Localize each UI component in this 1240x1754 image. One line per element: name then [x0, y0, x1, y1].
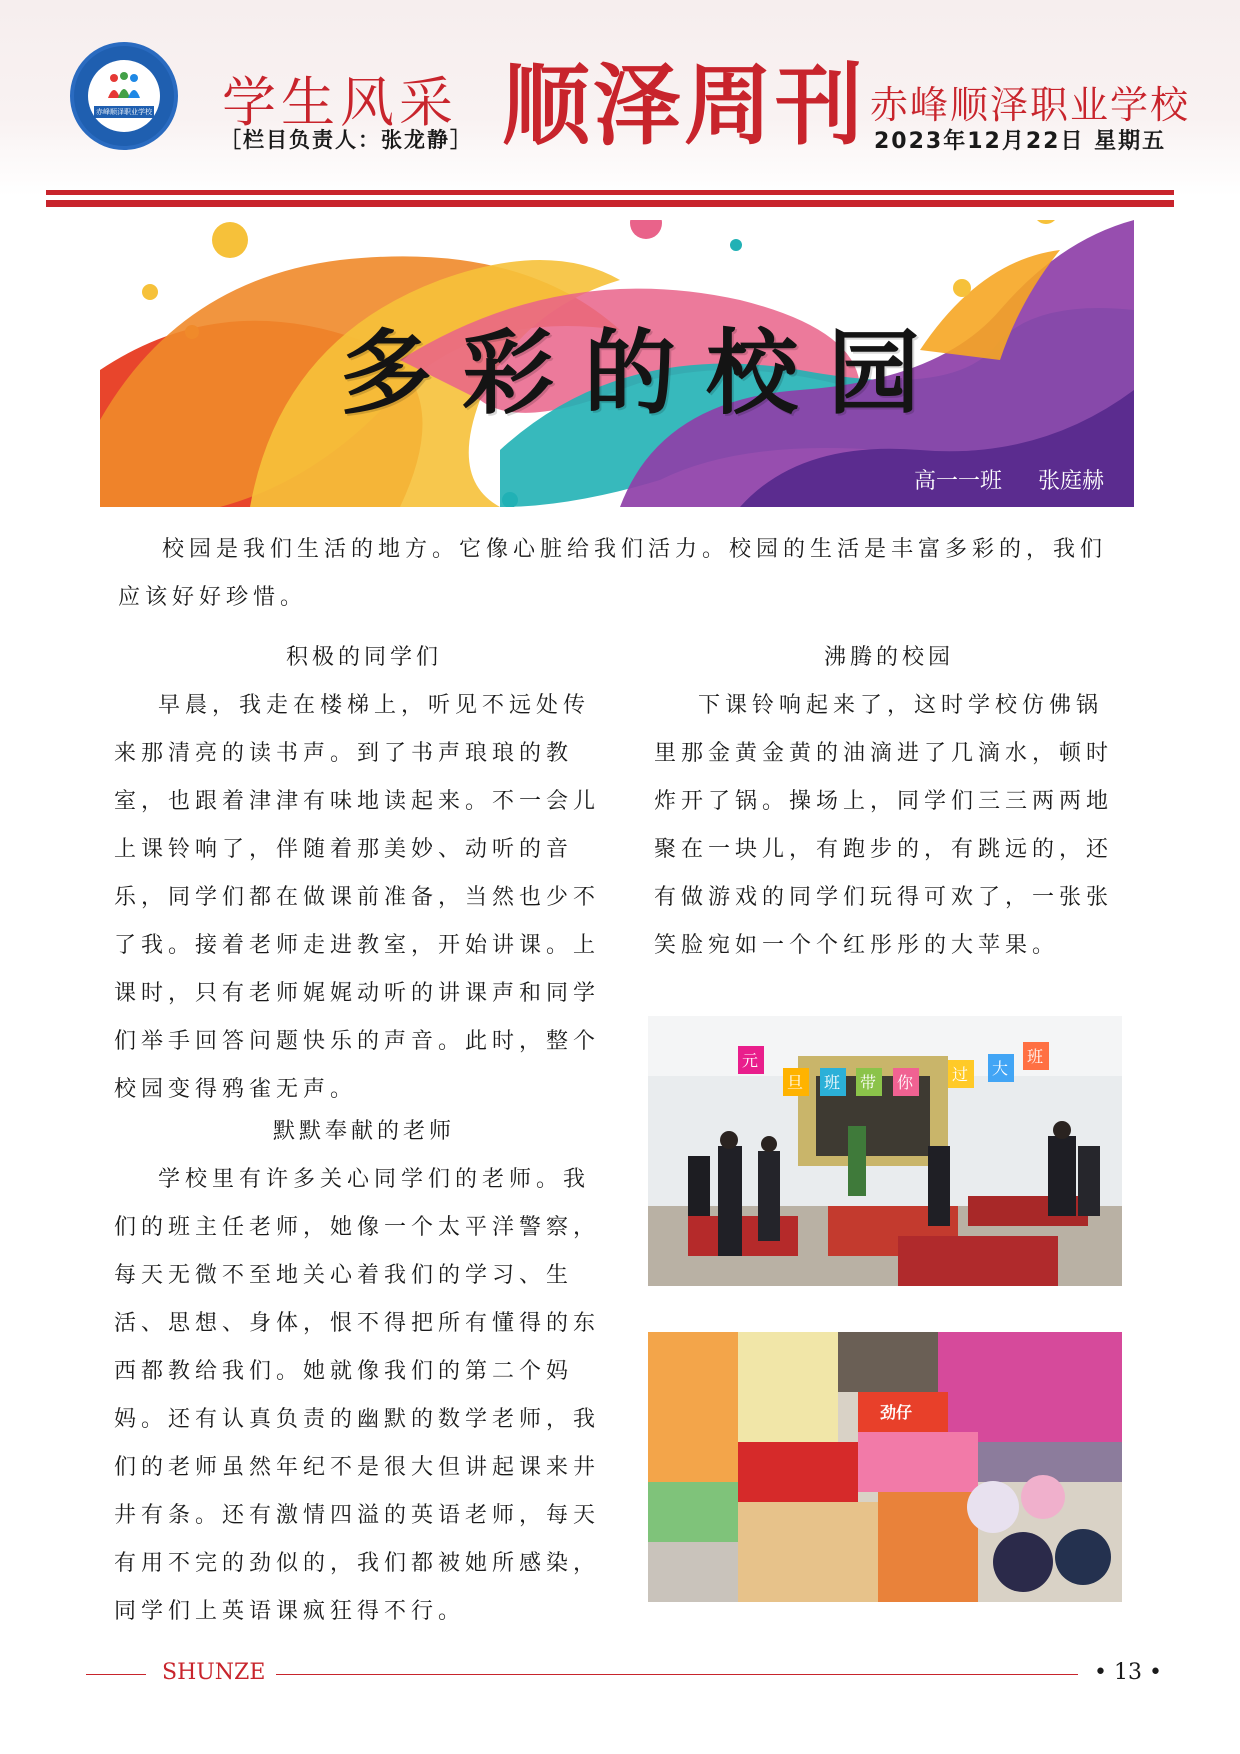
intro-paragraph: 校园是我们生活的地方。它像心脏给我们活力。校园的生活是丰富多彩的，我们应该好好珍惜。: [118, 537, 1108, 610]
article-intro: [118, 526, 1118, 622]
footer-rule-right: [276, 1674, 1078, 1675]
banner-title: 多彩的校园: [340, 319, 951, 427]
school-name: 赤峰顺泽职业学校: [870, 83, 1191, 127]
banner-byline: [878, 464, 1104, 495]
banner-char-1: 旦: [787, 1073, 804, 1092]
banner-char-7: 班: [1027, 1047, 1044, 1066]
byline-class: 高一一班: [913, 469, 1002, 494]
banner-char-5: 过: [952, 1065, 969, 1084]
column-editor: ［栏目负责人：张龙静］: [220, 128, 473, 152]
section-text-campus: 下课铃响起来了，这时学校仿佛锅里那金黄金黄的油滴进了几滴水，顿时炸开了锅。操场上，同学们三三两两地聚在一块儿，有跑步的，有跳远的，还有做游戏的同学们玩得可欢了，一张张笑脸宛如一个个红彤彤的大苹果。: [654, 693, 1114, 958]
banner-char-6: 大: [992, 1059, 1009, 1078]
logo-figures-icon: [106, 72, 142, 102]
section-title-campus: 沸腾的校园: [823, 645, 954, 670]
banner-char-4: 你: [897, 1073, 914, 1092]
right-column: [654, 634, 1124, 970]
snacks-scene: [648, 1332, 1122, 1602]
school-logo: [70, 42, 178, 150]
snacks-photo: [648, 1332, 1122, 1602]
byline-author: 张庭赫: [1037, 469, 1104, 494]
section-text-teachers: 学校里有许多关心同学们的老师。我们的班主任老师，她像一个太平洋警察，每天无微不至地关心着我们的学习、生活、思想、身体，恨不得把所有懂得的东西都教给我们。她就像我们的第二个妈妈。还有认真负责的幽默的数学老师，我们的老师虽然年纪不是很大但讲起课来井井有条。还有激情四溢的英语老师，每天有用不完的劲似的，我们都被她所感染，同学们上英语课疯狂得不行。: [114, 1167, 601, 1624]
logo-text: 赤峰顺泽职业学校: [96, 108, 152, 116]
footer-rule-left: [86, 1674, 146, 1675]
title-banner: [100, 220, 1134, 507]
section-title-teachers: 默默奉献的老师: [272, 1119, 455, 1144]
left-column: [114, 634, 614, 1636]
section-text-students: 早晨，我走在楼梯上，听见不远处传来那清亮的读书声。到了书声琅琅的教室，也跟着津津有味地读起来。不一会儿上课铃响了，伴随着那美妙、动听的音乐，同学们都在做课前准备，当然也少不了我。接着老师走进教室，开始讲课。上课时，只有老师娓娓动听的讲课声和同学们举手回答问题快乐的声音。此时，整个校园变得鸦雀无声。: [114, 693, 601, 1102]
header-rule-thin: [46, 190, 1174, 195]
banner-char-3: 带: [860, 1073, 877, 1092]
page-number: • 13 •: [1094, 1660, 1162, 1685]
magazine-title: 顺泽周刊: [502, 54, 867, 157]
classroom-photo: [648, 1016, 1122, 1286]
column-title: 学生风采: [222, 71, 458, 134]
section-title-students: 积极的同学们: [285, 645, 442, 670]
classroom-scene: [648, 1016, 1122, 1286]
banner-char-0: 元: [742, 1051, 759, 1070]
header-rule-thick: [46, 200, 1174, 207]
banner-char-2: 班: [824, 1073, 841, 1092]
footer-brand: SHUNZE: [162, 1660, 266, 1685]
issue-date: 2023年12月22日 星期五: [874, 129, 1167, 154]
snack-label: 劲仔: [880, 1403, 913, 1422]
